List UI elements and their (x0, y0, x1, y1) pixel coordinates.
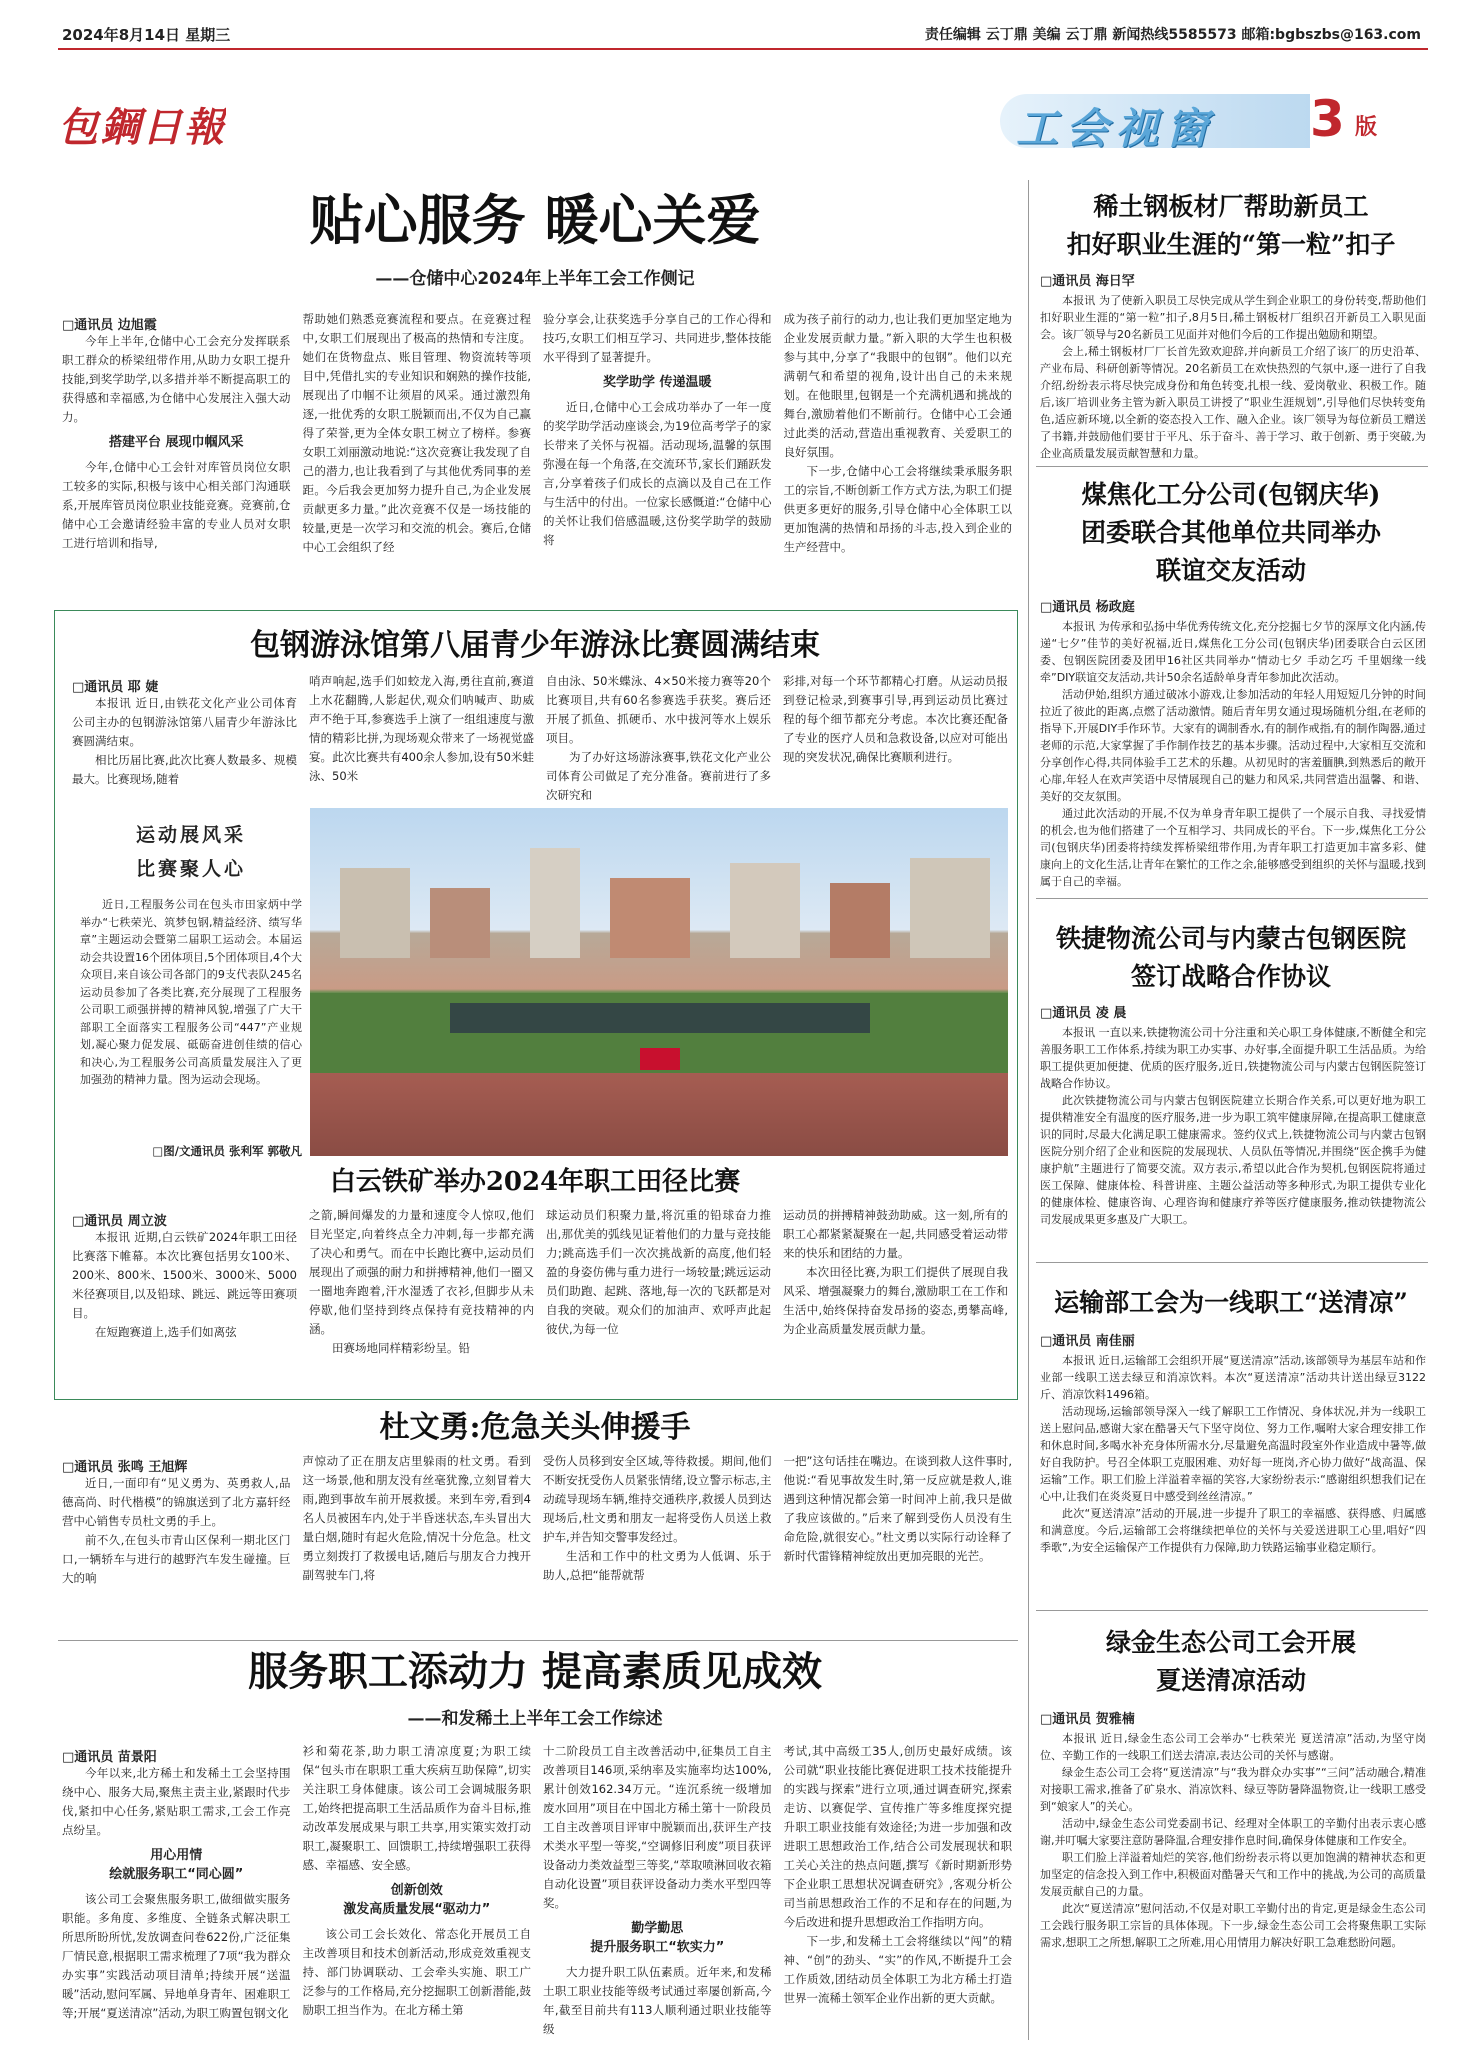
right5-title-line2: 夏送清凉活动 (1155, 1666, 1306, 1695)
right2-title-line1: 煤焦化工分公司(包钢庆华) (1081, 480, 1381, 509)
paragraph: 本报讯 一直以来,铁捷物流公司十分注重和关心职工身体健康,不断健全和完善服务职工工作体系,持续为职工办实事、办好事,全面提升职工生活品质。为给职工提供更加便捷、优质的医疗服务,近日,铁捷物流公司与内蒙古包钢医院签订战略合作协议。 (1040, 1026, 1426, 1090)
right2-title-line3: 联谊交友活动 (1155, 556, 1306, 585)
paragraph: 该公司工会长效化、常态化开展员工自主改善项目和技术创新活动,形成竞效重视支持、部门协调联动、工会牵头实施、职工广泛参与的工作格局,充分挖掘职工创新潜能,鼓励职工担当作为。在北方稀土第 (302, 1927, 531, 2017)
right1-body (1040, 292, 1426, 462)
paragraph: 衫和菊花茶,助力职工清凉度夏;为职工续保“包头市在职职工重大疾病互助保障”,切实关注职工身体健康。该公司工会调城服务职工,始终把提高职工生活品质作为奋斗目标,推动改革发展成果与职工共享,用实策实效打动职工,凝聚职工、回馈职工,持续增强职工获得感、幸福感、安全感。 (302, 1744, 531, 1872)
paragraph: 生活和工作中的杜文勇为人低调、乐于助人,总把“能帮就帮 (543, 1549, 772, 1582)
article2-byline: □通讯员 耶 婕 (72, 680, 159, 695)
paragraph: 该公司工会聚焦服务职工,做细做实服务职能。多角度、多维度、全链条式解决职工所思所盼所忧,发放调查问卷622份,广泛征集厂情民意,根据职工需求梳理了7项“我为群众办实事”实践活动项目清单;持续开展“送温暖”活动,慰问军属、异地单身青年、困难职工等;开展“夏送清凉”活动,为职工购置包钢文化 (62, 1892, 291, 2020)
page-unit: 版 (1355, 115, 1378, 140)
paragraph: 之箭,瞬间爆发的力量和速度令人惊叹,他们目光坚定,向着终点全力冲刺,每一步都充满了决心和勇气。而在中长跑比赛中,运动员们展现出了顽强的耐力和拼搏精神,他们一圈又一圈地奔跑着,汗水湿透了衣衫,但脚步从未停歇,他们坚持到终点保持有竞技精神的内涵。 (309, 1208, 534, 1336)
article3-title-line2: 比赛聚人心 (135, 858, 246, 880)
paragraph: 十二阶段员工自主改善活动中,征集员工自主改善项目146项,采纳率及实施率均达100%,累计创效162.34万元。“连沉系统一级增加废水回用”项目在中国北方稀土第十一阶段员工自主改善项目评审中脱颖而出,获评生产技术类水平型一等奖,“空调修旧利废”项目获评设备动力类效益型三等奖,“萃取喷淋回收衣箱自动化设置”项目获评设备动力类水平型四等奖。 (543, 1744, 772, 1910)
paragraph: 活动中,绿金生态公司党委副书记、经理对全体职工的辛勤付出表示衷心感谢,并叮嘱大家要注意防暑降温,合理安排作息时间,确保身体健康和工作安全。 (1040, 1817, 1426, 1847)
divider (1036, 466, 1428, 467)
paragraph: 会上,稀土钢板材厂厂长首先致欢迎辞,并向新员工介绍了该厂的历史沿革、产业布局、科研创新等情况。20名新员工在欢快热烈的气氛中,逐一进行了自我介绍,纷纷表示将尽快完成身份和角色转变,扎根一线、爱岗敬业、积极工作。随后,该厂培训业务主管为新入职员工讲授了“职业生涯规划”,引导他们尽快转变角色,适应新环境,以全新的姿态投入工作、融入企业。该厂领导为每位新员工赠送了书籍,并鼓励他们要甘于平凡、乐于奋斗、善于学习、敢于创新、勇于突破,为企业高质量发展贡献智慧和力量。 (1040, 345, 1426, 460)
right4-body (1040, 1352, 1426, 1602)
paragraph: 今年以来,北方稀土和发稀土工会坚持围绕中心、服务大局,聚焦主责主业,紧跟时代步伐,紧扣中心任务,紧贴职工需求,工会工作亮点纷呈。 (62, 1766, 291, 1837)
paragraph: 本报讯 近日,由铁花文化产业公司体育公司主办的包钢游泳馆第八届青少年游泳比赛圆满结束。 (72, 696, 297, 748)
section-heading: 绘就服务职工“同心圆” (109, 1867, 244, 1882)
paragraph: 本报讯 近日,运输部工会组织开展“夏送清凉”活动,该部领导为基层车站和作业部一线职工送去绿豆和消凉饮料。本次“夏送清凉”活动共计送出绿豆3122斤、消凉饮料1496箱。 (1040, 1354, 1426, 1401)
right3-title-line1: 铁捷物流公司与内蒙古包钢医院 (1055, 924, 1406, 953)
paragraph: 田赛场地同样精彩纷呈。铅 (332, 1341, 470, 1355)
divider (1036, 898, 1428, 899)
article6-title: 服务职工添动力 提高素质见成效 (248, 1648, 822, 1695)
section-banner (1000, 88, 1400, 152)
paragraph: 声惊动了正在朋友店里躲雨的杜文勇。看到这一场景,他和朋友没有丝毫犹豫,立刻冒着大雨,跑到事故车前开展救援。来到车旁,看到4名人员被困车内,处于半昏迷状态,车头冒出大量白烟,随时有起火危险,情况十分危急。杜文勇立刻拨打了救援电话,随后与朋友合力拽开副驾驶车门,将 (302, 1454, 531, 1582)
paragraph: 本报讯 为了使新入职员工尽快完成从学生到企业职工的身份转变,帮助他们扣好职业生涯的“第一粒”扣子,8月5日,稀土钢板材厂组织召开新员工入职见面会。该厂领导与20名新员工见面并对他们今后的工作提出勉励和期望。 (1040, 294, 1426, 341)
article6-subtitle: ——和发稀土上半年工会工作综述 (407, 1709, 663, 1729)
right1-byline: □通讯员 海日罕 (1040, 274, 1135, 289)
photo-credit: □图/文通讯员 张利军 郭敬凡 (152, 1144, 302, 1158)
paragraph: 此次铁捷物流公司与内蒙古包钢医院建立长期合作关系,可以更好地为职工提供精准安全有温度的医疗服务,进一步为职工筑牢健康屏障,在提高职工健康意识的同时,尽最大化满足职工健康需求。签约仪式上,铁捷物流公司与内蒙古包钢医院分别介绍了企业和医院的发展现状、人员队伍等情况,并围绕“医企携手为健康护航”主题进行了简要交流。双方表示,希望以此合作为契机,包钢医院将通过医工保障、健康体检、科普讲座、主题公益活动等多种形式,为职工提供专业化的健康体检、健康咨询、心理咨询和健康疗养等医疗健康服务,推动铁捷物流公司发展成果更多惠及广大职工。 (1040, 1094, 1426, 1226)
paragraph: 下一步,仓储中心工会将继续秉承服务职工的宗旨,不断创新工作方式方法,为职工们提供更多更好的服务,引导仓储中心全体职工以更加饱满的热情和昂扬的斗志,投入到企业的生产经营中。 (783, 464, 1012, 554)
photo-illustration (310, 808, 1008, 1156)
article1-body (62, 310, 1012, 598)
paragraph: 受伤人员移到安全区域,等待救援。期间,他们不断安抚受伤人员紧张情绪,设立警示标志,主动疏导现场车辆,维持交通秩序,救援人员到达现场后,杜文勇和朋友一起将受伤人员送上救护车,并告知交警事发经过。 (543, 1454, 772, 1544)
paragraph: 职工们脸上洋溢着灿烂的笑容,他们纷纷表示将以更加饱满的精神状态和更加坚定的信念投入到工作中,积极面对酷暑天气和工作中的挑战,为公司的高质量发展贡献自己的力量。 (1040, 1851, 1426, 1898)
article6-byline: □通讯员 苗景阳 (62, 1750, 157, 1765)
right3-byline: □通讯员 凌 晨 (1040, 1006, 1127, 1021)
right5-title (1036, 1624, 1426, 1700)
paragraph: 大力提升职工队伍素质。近年来,和发稀土职工职业技能等级考试通过率屡创新高,今年,截至目前共有113人顺利通过职业技能等级 (543, 1965, 772, 2036)
right4-byline: □通讯员 南佳丽 (1040, 1334, 1135, 1349)
article3-title (86, 818, 296, 886)
divider (1036, 1610, 1428, 1611)
section-heading: 创新创效 (390, 1883, 443, 1898)
paragraph: 考试,其中高级工35人,创历史最好成绩。该公司就“职业技能比赛促进职工技术技能提升的实践与探索”进行立项,通过调查研究,探索走访、以赛促学、宣传推广等多维度探究提升职工职业技能有效途径;为进一步加强和改进职工思想政治工作,结合公司发展现状和职工关心关注的热点问题,撰写《新时期新形势下企业职工思想状况调查研究》,客观分析公司当前思想政治工作的不足和存在的问题,为今后改进和提升思想政治工作指明方向。 (783, 1744, 1012, 1929)
paragraph: 本报讯 近日,绿金生态公司工会举办“七秩荣光 夏送清凉”活动,为坚守岗位、辛勤工作的一线职工们送去清凉,表达公司的关怀与感谢。 (1040, 1732, 1426, 1762)
article1-subtitle: ——仓储中心2024年上半年工会工作侧记 (375, 269, 695, 289)
sports-meet-photo (310, 808, 1008, 1156)
paragraph: 自由泳、50米蝶泳、4×50米接力赛等20个比赛项目,共有60名参赛选手获奖。赛后还开展了抓鱼、抓硬币、水中拔河等水上娱乐项目。 (546, 674, 771, 745)
right5-byline: □通讯员 贺雅楠 (1040, 1712, 1135, 1727)
paragraph: 验分享会,让获奖选手分享自己的工作心得和技巧,女职工们相互学习、共同进步,整体技能水平得到了显著提升。 (543, 312, 772, 364)
right2-title-line2: 团委联合其他单位共同举办 (1080, 518, 1381, 547)
right3-title-line2: 签订战略合作协议 (1130, 962, 1331, 991)
divider (1036, 1262, 1428, 1263)
paragraph: 帮助她们熟悉竞赛流程和要点。在竞赛过程中,女职工们展现出了极高的热情和专注度。她们在货物盘点、账目管理、物资流转等项目中,凭借扎实的专业知识和娴熟的操作技能,展现出了巾帼不让须眉的风采。通过激烈角逐,一批优秀的女职工脱颖而出,不仅为自己赢得了荣誉,更为全体女职工树立了榜样。参赛女职工刘丽激动地说:“这次竞赛让我发现了自己的潜力,也让我看到了与其他优秀同事的差距。今后我会更加努力提升自己,为企业发展贡献更多力量。”此次竞赛不仅是一场技能的较量,更是一次学习和交流的机会。赛后,仓储中心工会组织了经 (302, 312, 531, 554)
header-rule (58, 48, 1428, 50)
paragraph: 彩排,对每一个环节都精心打磨。从运动员报到登记检录,到赛事引导,再到运动员比赛过程的每个细节都充分考虑。本次比赛还配备了专业的医疗人员和急救设备,以应对可能出现的突发状况,确保比赛顺利进行。 (783, 674, 1008, 764)
right3-title (1036, 920, 1426, 996)
right2-title (1036, 476, 1426, 590)
column-divider (1028, 180, 1029, 2040)
divider (58, 1640, 1018, 1641)
right2-byline: □通讯员 杨政庭 (1040, 600, 1135, 615)
paragraph: 近日,仓储中心工会成功举办了一年一度的奖学助学活动座谈会,为19位高考学子的家长带来了关怀与祝福。活动现场,温馨的氛围弥漫在每一个角落,在交流环节,家长们踊跃发言,分享着孩子们成长的点滴以及自己在工作与生活中的付出。一位家长感慨道:“仓储中心的关怀让我们倍感温暖,这份奖学助学的鼓励将 (543, 400, 772, 547)
right3-body (1040, 1024, 1426, 1256)
issue-date: 2024年8月14日 星期三 (62, 26, 231, 44)
paragraph: 今年上半年,仓储中心工会充分发挥联系职工群众的桥梁纽带作用,从助力女职工提升技能,到奖学助学,以多措并举不断提高职工的获得感和幸福感,为仓储中心发展注入强大动力。 (62, 334, 291, 424)
section-heading: 激发高质量发展“驱动力” (343, 1902, 491, 1917)
paragraph: 通过此次活动的开展,不仅为单身青年职工提供了一个展示自我、寻找爱情的机会,也为他们搭建了一个互相学习、共同成长的平台。下一步,煤焦化工分公司(包钢庆华)团委将持续发挥桥梁纽带作用,为青年职工打造更加丰富多彩、健康向上的文化生活,让青年在繁忙的工作之余,能够感受到组织的关怀与温暖,找到属于自己的幸福。 (1040, 807, 1426, 888)
paragraph: 在短跑赛道上,选手们如离弦 (95, 1325, 237, 1339)
right1-title-line2: 扣好职业生涯的“第一粒”扣子 (1066, 230, 1396, 259)
article3-title-line1: 运动展风采 (135, 824, 246, 846)
paragraph: 球运动员们积聚力量,将沉重的铅球奋力推出,那优美的弧线见证着他们的力量与竞技能力;跳高选手们一次次挑战新的高度,他们轻盈的身姿仿佛与重力进行一场较量;跳远运动员们助跑、起跳、落地,每一次的飞跃都是对自我的突破。观众们的加油声、欢呼声此起彼伏,为每一位 (546, 1208, 771, 1336)
section-heading: 用心用情 (150, 1848, 203, 1863)
paragraph: 近日,一面印有“见义勇为、英勇救人,品德高尚、时代楷模”的锦旗送到了北方嘉轩经营中心销售专员杜文勇的手上。 (62, 1476, 291, 1528)
article2-title: 包钢游泳馆第八届青少年游泳比赛圆满结束 (250, 628, 820, 663)
right2-body (1040, 618, 1426, 894)
paragraph: 下一步,和发稀土工会将继续以“闯”的精神、“创”的劲头、“实”的作风,不断提升工会工作质效,团结动员全体职工为北方稀土打造世界一流稀土领军企业作出新的更大贡献。 (783, 1934, 1012, 2005)
paragraph: 绿金生态公司工会将“夏送清凉”与“我为群众办实事”“三问”活动融合,精准对接职工需求,推备了矿泉水、消凉饮料、绿豆等防暑降温物资,让一线职工感受到“娘家人”的关心。 (1040, 1766, 1426, 1813)
paragraph: 本报讯 为传承和弘扬中华优秀传统文化,充分挖掘七夕节的深厚文化内涵,传递“七夕”佳节的美好祝福,近日,煤焦化工分公司(包钢庆华)团委联合白云区团委、包钢医院团委及团甲16社区共同举办“情动七夕 手动乞巧 千里姻缘一线牵”DIY联谊交友活动,共计50余名适龄单身青年参加此次活动。 (1040, 620, 1426, 684)
section-heading: 搭建平台 展现巾帼风采 (108, 435, 244, 450)
article4-title: 白云铁矿举办2024年职工田径比赛 (329, 1167, 741, 1197)
article5-body (62, 1452, 1012, 1632)
right1-title (1036, 188, 1426, 264)
right4-title: 运输部工会为一线职工“送清凉” (1054, 1288, 1408, 1317)
paragraph: 本报讯 近期,白云铁矿2024年职工田径比赛落下帷幕。本次比赛包括男女100米、200米、800米、1500米、3000米、5000米径赛项目,以及铅球、跳远、跳远等田赛项目。 (72, 1230, 297, 1320)
paragraph: 活动现场,运输部领导深入一线了解职工工作情况、身体状况,并为一线职工送上慰问品,感谢大家在酷暑天气下坚守岗位、努力工作,嘱咐大家合理安排工作和休息时间,多喝水补充身体所需水分,尽量避免高温时段室外作业造成中暑等,做好自我防护。号召全体职工克服困难、劝好每一班岗,齐心协力做好“战高温、保运输”工作。职工们脸上洋溢着幸福的笑容,大家纷纷表示:“感谢组织想我们记在心中,让我们在炎炎夏日中感受到丝丝清凉。” (1040, 1405, 1426, 1503)
article6-body (62, 1742, 1012, 2038)
paragraph: 活动伊始,组织方通过破冰小游戏,让参加活动的年轻人用短短几分钟的时间拉近了彼此的距离,点燃了活动激情。随后青年男女通过現场随机分组,在老师的指导下,开展DIY手作环节。大家有的调制香水,有的制作戒指,有的制作陶器,通过老师的示范,大家掌握了手作制作技艺的基本步骤。活动过程中,大家相互交流和分享创作心得,共同体验手工艺术的乐趣。从初见时的害羞腼腆,到熟悉后的敞开心扉,年轻人在欢声笑语中尽情展现自己的魅力和风采,共同营造出温馨、和谐、美好的交友氛围。 (1040, 688, 1426, 803)
editor-info: 责任编辑 云丁鼎 美编 云丁鼎 新闻热线5585573 邮箱:bgbszbs@163.com (924, 27, 1421, 43)
paragraph: 今年,仓储中心工会针对库管员岗位女职工较多的实际,积极与该中心相关部门沟通联系,开展库管员岗位职业技能竞赛。竞赛前,仓储中心工会邀请经验丰富的专业人员对女职工进行培训和指导, (62, 460, 291, 550)
section-title: 工会视窗 (1016, 104, 1217, 152)
paragraph: 前不久,在包头市青山区保利一期北区门口,一辆轿车与进行的越野汽车发生碰撞。巨大的响 (62, 1533, 291, 1585)
right5-title-line1: 绿金生态公司工会开展 (1105, 1628, 1356, 1657)
page-number: 3 (1310, 90, 1345, 148)
paragraph: 此次“夏送清凉”慰问活动,不仅是对职工辛勤付出的肯定,更是绿金生态公司工会践行服务职工宗旨的具体体现。下一步,绿金生态公司工会将聚焦职工实际需求,想职工之所想,解职工之所难,用心用情用力解决好职工急难愁盼问题。 (1040, 1902, 1426, 1949)
article2-body (72, 672, 1008, 800)
paragraph: 此次“夏送清凉”活动的开展,进一步提升了职工的幸福感、获得感、归属感和满意度。今后,运输部工会将继续把单位的关怀与关爱送进职工心里,唱好“四季歌”,为安全运输保产工作提供有力保障,助力铁路运输事业稳定顺行。 (1040, 1507, 1426, 1554)
right5-body (1040, 1730, 1426, 2040)
paragraph: 运动员的拼搏精神鼓劲助威。这一刻,所有的职工心都紧紧凝聚在一起,共同感受着运动带来的快乐和团结的力量。 (783, 1208, 1008, 1260)
article5-byline: □通讯员 张鸣 王旭辉 (62, 1460, 188, 1475)
article1-byline: □通讯员 边旭霞 (62, 318, 157, 333)
paragraph: 本次田径比赛,为职工们提供了展现自我风采、增强凝聚力的舞台,激励职工在工作和生活中,始终保持奋发昂扬的姿态,勇攀高峰,为企业高质量发展贡献力量。 (783, 1265, 1008, 1336)
article4-byline: □通讯员 周立波 (72, 1214, 167, 1229)
section-heading: 提升服务职工“软实力” (590, 1940, 725, 1955)
right1-title-line1: 稀土钢板材厂帮助新员工 (1093, 192, 1369, 221)
article4-body (72, 1206, 1008, 1392)
paragraph: 为了办好这场游泳赛事,铁花文化产业公司体育公司做足了充分准备。赛前进行了多次研究和 (546, 750, 771, 800)
paragraph: 哨声响起,选手们如蛟龙入海,勇往直前,赛道上水花翻腾,人影起伏,观众们呐喊声、助威声不绝于耳,参赛选手上演了一组组速度与激情的精彩比拼,为现场观众带来了一场视觉盛宴。此次比赛共有400余人参加,设有50米蛙泳、50米 (309, 674, 534, 783)
paragraph: 一把”这句话挂在嘴边。在谈到救人这件事时,他说:“看见事故发生时,第一反应就是救人,谁遇到这种情况都会第一时间冲上前,我只是做了我应该做的。”后来了解到受伤人员没有生命危险,就很安心。”杜文勇以实际行动诠释了新时代雷锋精神绽放出更加亮眼的光芒。 (783, 1454, 1012, 1563)
section-heading: 奖学助学 传递温暖 (602, 375, 712, 390)
paragraph: 相比历届比赛,此次比赛人数最多、规模最大。比赛现场,随着 (72, 753, 297, 786)
section-heading: 勤学勤思 (631, 1921, 684, 1936)
article5-title: 杜文勇:危急关头伸援手 (379, 1410, 691, 1445)
article1-title: 贴心服务 暖心关爱 (309, 188, 761, 252)
paragraph: 近日,工程服务公司在包头市田家炳中学举办“七秩荣光、筑梦包钢,精益经济、绩写华章”主题运动会暨第二届职工运动会。本届运动会共设置16个团体项目,5个团体项目,4个大众项目,来自该公司各部门的9支代表队245名运动员参加了各类比赛,充分展现了工程服务公司职工顽强拼搏的精神风貌,增强了广大干部职工全面落实工程服务公司“447”产业规划,凝心聚力促发展、砥砺奋进创佳绩的信心和决心,为工程服务公司高质量发展注入了更加强劲的精神力量。图为运动会现场。 (80, 898, 302, 1086)
paragraph: 成为孩子前行的动力,也让我们更加坚定地为企业发展贡献力量。”新入职的大学生也积极参与其中,分享了“我眼中的包钢”。他们以充满朝气和希望的视角,设计出自己的未来规划。在他眼里,包钢是一个充满机遇和挑战的舞台,激励着他们不断前行。仓储中心工会通过此类的活动,营造出重视教育、关爱职工的良好氛围。 (783, 312, 1012, 459)
newspaper-logo: 包鋼日報 (58, 104, 226, 151)
article3-body (80, 896, 302, 1140)
